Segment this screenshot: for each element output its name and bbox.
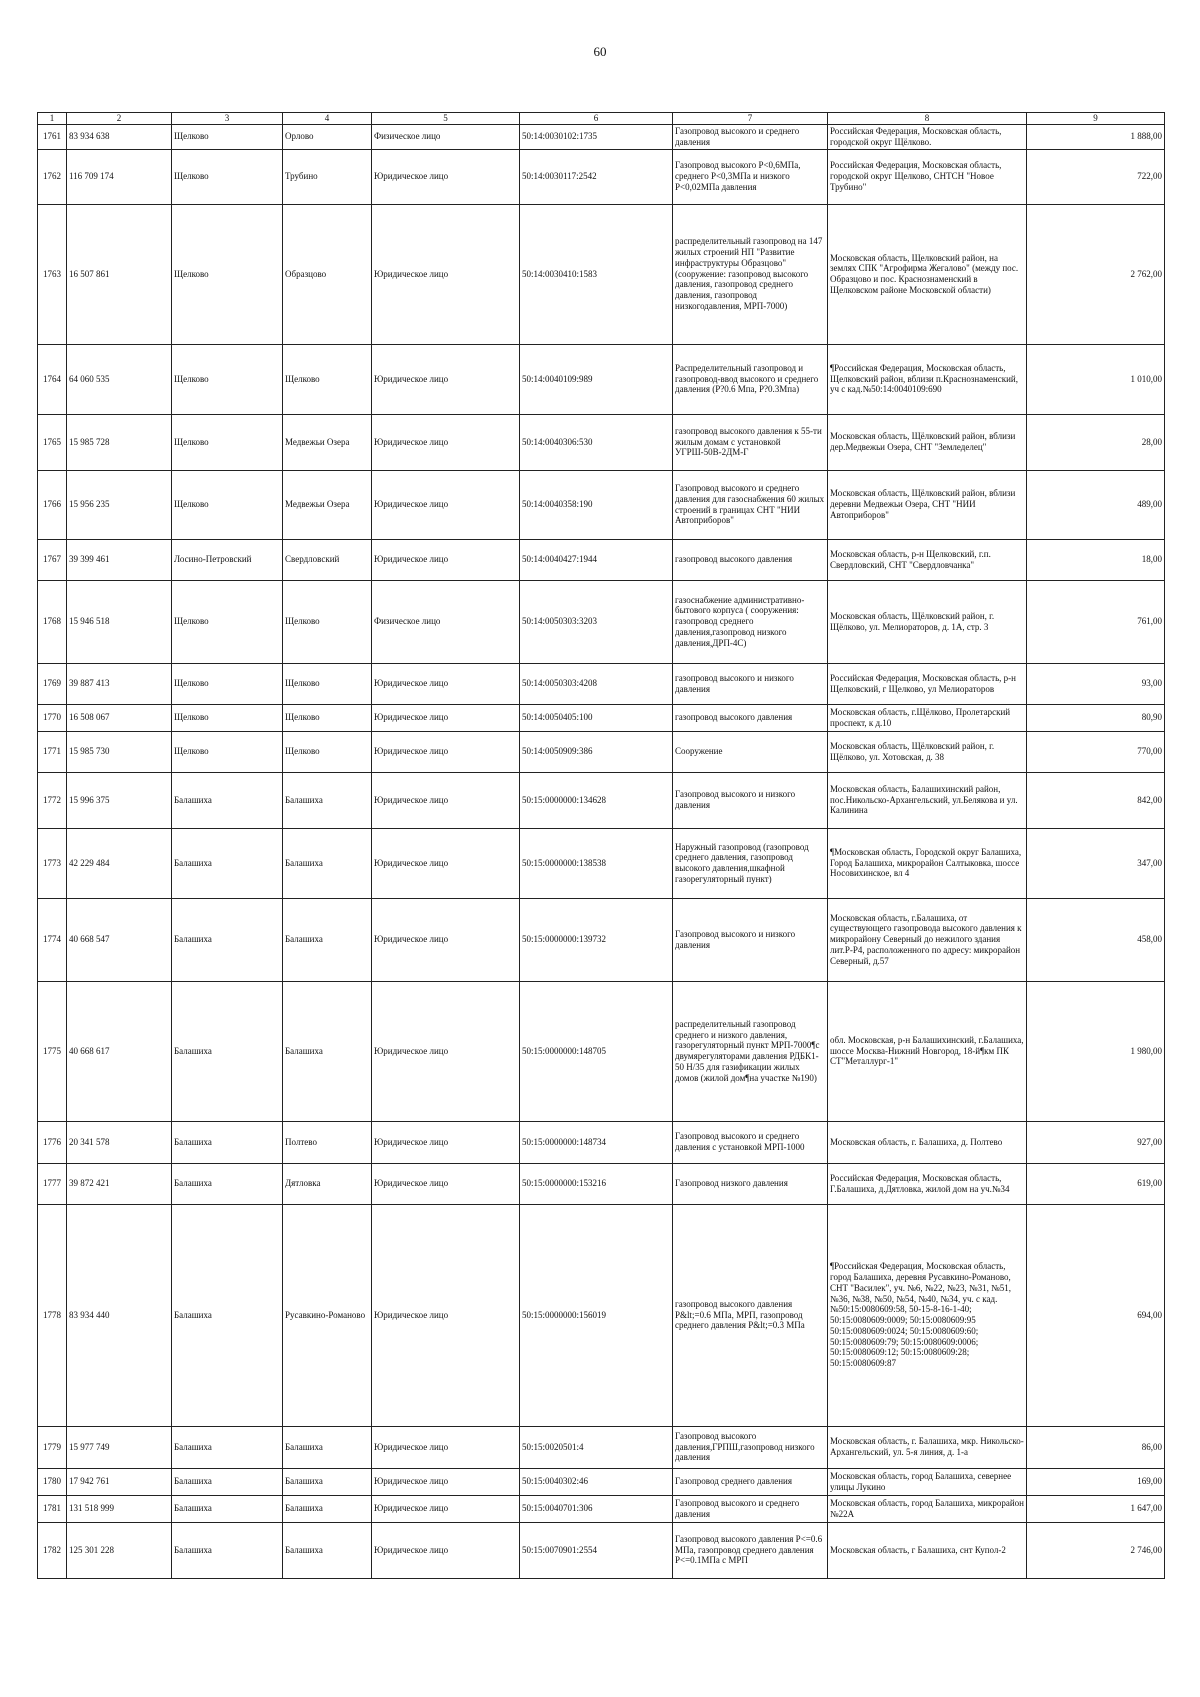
- cell-area: 1 010,00: [1027, 344, 1165, 414]
- cell-id: 15 946 518: [67, 580, 172, 663]
- cell-cadastral: 50:15:0040701:306: [520, 1495, 673, 1522]
- cell-cadastral: 50:14:0050303:4208: [520, 663, 673, 704]
- cell-owner: Юридическое лицо: [372, 1163, 520, 1204]
- row-number: 1781: [38, 1495, 67, 1522]
- cell-address: ¶Российская Федерация, Московская область, город Балашиха, деревня Русавкино-Романово, СНТ "Василек", уч. №6, №22, №23, №31, №51, №36, №38, №50, №54, №40, №34, уч. с кад. №50:15:0080609:58, 50-15-8-16-1-40; 50:15:0080609:0009; 50:15:0080609:95 50:15:0080609:0024; 50:15:0080609:60; 50:15:0080609:79; 50:15:0080609:0006; 50:15:0080609:12; 50:15:0080609:28; 50:15:0080609:87: [828, 1204, 1027, 1426]
- cell-area: 80,90: [1027, 704, 1165, 731]
- row-number: 1779: [38, 1426, 67, 1468]
- cell-id: 83 934 638: [67, 125, 172, 150]
- table-row: [38, 731, 1165, 772]
- row-number: 1776: [38, 1121, 67, 1163]
- cell-area: 2 746,00: [1027, 1522, 1165, 1578]
- cell-id: 17 942 761: [67, 1468, 172, 1495]
- cell-object: Газопровод высокого давления Р<=0.6 МПа, газопровод среднего давления Р<=0.1МПа с МРП: [673, 1522, 828, 1578]
- row-number: 1778: [38, 1204, 67, 1426]
- cell-cadastral: 50:15:0000000:153216: [520, 1163, 673, 1204]
- cell-area: 2 762,00: [1027, 204, 1165, 344]
- cell-owner: Юридическое лицо: [372, 204, 520, 344]
- cell-cadastral: 50:14:0040358:190: [520, 470, 673, 539]
- cell-locality: Образцово: [283, 204, 372, 344]
- cell-locality: Трубино: [283, 149, 372, 204]
- cell-address: Московская область, г. Балашиха, д. Полтево: [828, 1121, 1027, 1163]
- row-number: 1766: [38, 470, 67, 539]
- cell-address: Московская область, Балашихинский район, пос.Никольско-Архангельский, ул.Белякова и ул. Калинина: [828, 772, 1027, 828]
- cell-object: Газопровод низкого давления: [673, 1163, 828, 1204]
- table-row: [38, 1426, 1165, 1468]
- column-header: 7: [673, 113, 828, 125]
- table-row: [38, 539, 1165, 580]
- cell-address: Московская область, р-н Щелковский, г.п. Свердловский, СНТ "Свердловчанка": [828, 539, 1027, 580]
- cell-object: Газопровод высокого и низкого давления: [673, 772, 828, 828]
- cell-locality: Щелково: [283, 731, 372, 772]
- cell-owner: Юридическое лицо: [372, 1426, 520, 1468]
- cell-cadastral: 50:15:0000000:148734: [520, 1121, 673, 1163]
- cell-object: газоснабжение административно-бытового корпуса ( сооружения: газопровод среднего давления,газопровод низкого давления,ДРП-4С): [673, 580, 828, 663]
- cell-district: Балашиха: [172, 898, 283, 981]
- cell-address: Московская область, г Балашиха, снт Купол-2: [828, 1522, 1027, 1578]
- table-row: [38, 344, 1165, 414]
- cell-district: Щелково: [172, 704, 283, 731]
- cell-object: газопровод высокого давления P&lt;=0.6 МПа, МРП, газопровод среднего давления P&lt;=0.3 МПа: [673, 1204, 828, 1426]
- cell-id: 20 341 578: [67, 1121, 172, 1163]
- cell-district: Щелково: [172, 344, 283, 414]
- cell-district: Щелково: [172, 149, 283, 204]
- cell-cadastral: 50:15:0000000:138538: [520, 828, 673, 898]
- column-header: 3: [172, 113, 283, 125]
- cell-owner: Юридическое лицо: [372, 414, 520, 470]
- cell-locality: Русавкино-Романово: [283, 1204, 372, 1426]
- column-header: 5: [372, 113, 520, 125]
- cell-id: 40 668 547: [67, 898, 172, 981]
- cell-owner: Юридическое лицо: [372, 1121, 520, 1163]
- cell-owner: Юридическое лицо: [372, 704, 520, 731]
- cell-cadastral: 50:14:0050303:3203: [520, 580, 673, 663]
- cell-object: Газопровод высокого и среднего давления: [673, 125, 828, 150]
- cell-locality: Щелково: [283, 580, 372, 663]
- row-number: 1772: [38, 772, 67, 828]
- cell-object: Газопровод высокого и среднего давления с установкой МРП-1000: [673, 1121, 828, 1163]
- cell-cadastral: 50:14:0030102:1735: [520, 125, 673, 150]
- row-number: 1764: [38, 344, 67, 414]
- cell-district: Щелково: [172, 204, 283, 344]
- cell-address: Московская область, Щелковский район, на землях СПК "Агрофирма Жегалово" (между пос. Образцово и пос. Краснознаменский в Щелковском районе Московской области): [828, 204, 1027, 344]
- table-row: [38, 204, 1165, 344]
- table-row: [38, 1495, 1165, 1522]
- table-row: [38, 470, 1165, 539]
- cell-district: Балашиха: [172, 981, 283, 1121]
- table-row: [38, 898, 1165, 981]
- cell-cadastral: 50:14:0050405:100: [520, 704, 673, 731]
- cell-locality: Балашиха: [283, 772, 372, 828]
- row-number: 1762: [38, 149, 67, 204]
- cell-owner: Юридическое лицо: [372, 772, 520, 828]
- row-number: 1770: [38, 704, 67, 731]
- cell-object: Газопровод высокого Р<0,6МПа, среднего Р<0,3МПа и низкого Р<0,02МПа давления: [673, 149, 828, 204]
- row-number: 1782: [38, 1522, 67, 1578]
- cell-area: 842,00: [1027, 772, 1165, 828]
- cell-id: 131 518 999: [67, 1495, 172, 1522]
- cell-cadastral: 50:14:0040109:989: [520, 344, 673, 414]
- cell-area: 458,00: [1027, 898, 1165, 981]
- cell-locality: Балашиха: [283, 828, 372, 898]
- cell-area: 694,00: [1027, 1204, 1165, 1426]
- registry-table: [37, 112, 1165, 1579]
- cell-owner: Юридическое лицо: [372, 470, 520, 539]
- cell-locality: Щелково: [283, 704, 372, 731]
- cell-district: Балашиха: [172, 1204, 283, 1426]
- column-header: 9: [1027, 113, 1165, 125]
- table-row: [38, 1163, 1165, 1204]
- cell-area: 169,00: [1027, 1468, 1165, 1495]
- cell-id: 15 956 235: [67, 470, 172, 539]
- cell-object: Газопровод высокого и среднего давления для газоснабжения 60 жилых строений в границах СНТ "НИИ Автоприборов": [673, 470, 828, 539]
- cell-district: Балашиха: [172, 828, 283, 898]
- cell-address: Российская Федерация, Московская область, городской округ Щелково, СНТСН "Новое Трубино": [828, 149, 1027, 204]
- cell-locality: Медвежьи Озера: [283, 414, 372, 470]
- table-row: [38, 663, 1165, 704]
- cell-area: 489,00: [1027, 470, 1165, 539]
- cell-area: 761,00: [1027, 580, 1165, 663]
- cell-locality: Балашиха: [283, 1522, 372, 1578]
- cell-id: 15 985 730: [67, 731, 172, 772]
- cell-locality: Медвежьи Озера: [283, 470, 372, 539]
- cell-area: 1 980,00: [1027, 981, 1165, 1121]
- cell-owner: Юридическое лицо: [372, 149, 520, 204]
- cell-object: Распределительный газопровод и газопровод-ввод высокого и среднего давления (Р?0.6 Мпа, Р?0.3Мпа): [673, 344, 828, 414]
- cell-locality: Полтево: [283, 1121, 372, 1163]
- cell-district: Балашиха: [172, 1426, 283, 1468]
- cell-address: Московская область, Щёлковский район, г. Щёлково, ул. Мелиораторов, д. 1А, стр. 3: [828, 580, 1027, 663]
- table-row: [38, 704, 1165, 731]
- cell-address: ¶Российская Федерация, Московская область, Щелковский район, вблизи п.Краснознаменский, уч с кад.№50:14:0040109:690: [828, 344, 1027, 414]
- row-number: 1773: [38, 828, 67, 898]
- row-number: 1763: [38, 204, 67, 344]
- cell-object: Газопровод высокого и среднего давления: [673, 1495, 828, 1522]
- cell-locality: Орлово: [283, 125, 372, 150]
- cell-id: 15 996 375: [67, 772, 172, 828]
- cell-locality: Балашиха: [283, 1426, 372, 1468]
- cell-owner: Юридическое лицо: [372, 1522, 520, 1578]
- cell-cadastral: 50:15:0040302:46: [520, 1468, 673, 1495]
- cell-address: Московская область, город Балашиха, севернее улицы Лукино: [828, 1468, 1027, 1495]
- cell-id: 116 709 174: [67, 149, 172, 204]
- cell-owner: Юридическое лицо: [372, 981, 520, 1121]
- cell-locality: Дятловка: [283, 1163, 372, 1204]
- cell-area: 722,00: [1027, 149, 1165, 204]
- cell-address: Российская Федерация, Московская область, Г.Балашиха, д.Дятловка, жилой дом на уч.№34: [828, 1163, 1027, 1204]
- cell-cadastral: 50:15:0000000:148705: [520, 981, 673, 1121]
- cell-object: Газопровод высокого давления,ГРПШ,газопровод низкого давления: [673, 1426, 828, 1468]
- cell-area: 1 647,00: [1027, 1495, 1165, 1522]
- cell-owner: Юридическое лицо: [372, 898, 520, 981]
- cell-object: Сооружение: [673, 731, 828, 772]
- table-row: [38, 1522, 1165, 1578]
- cell-object: Газопровод среднего давления: [673, 1468, 828, 1495]
- cell-area: 1 888,00: [1027, 125, 1165, 150]
- cell-address: ¶Московская область, Городской округ Балашиха, Город Балашиха, микрорайон Салтыковка, шоссе Носовихинское, вл 4: [828, 828, 1027, 898]
- cell-area: 18,00: [1027, 539, 1165, 580]
- cell-district: Балашиха: [172, 1121, 283, 1163]
- cell-object: распределительный газопровод на 147 жилых строений НП "Развитие инфраструктуры Образцово"(сооружение: газопровод высокого давления, газопровод среднего давления, газопровод низкогодавления, МРП-7000): [673, 204, 828, 344]
- cell-address: Московская область, г.Балашиха, от существующего газопровода высокого давления к микрорайону Северный до нежилого здания лит.Р-Р4, расположенного по адресу: микрорайон Северный, д.57: [828, 898, 1027, 981]
- column-header: 1: [38, 113, 67, 125]
- cell-area: 619,00: [1027, 1163, 1165, 1204]
- cell-object: распределительный газопровод среднего и низкого давления, газорегуляторный пункт МРП-7000¶с двумярегуляторами давления РДБК1-50 Н/35 для газификации жилых домов (жилой дом¶на участке №190): [673, 981, 828, 1121]
- column-header: 6: [520, 113, 673, 125]
- cell-object: газопровод высокого давления: [673, 539, 828, 580]
- cell-owner: Юридическое лицо: [372, 1468, 520, 1495]
- row-number: 1774: [38, 898, 67, 981]
- cell-area: 770,00: [1027, 731, 1165, 772]
- cell-area: 927,00: [1027, 1121, 1165, 1163]
- cell-owner: Юридическое лицо: [372, 731, 520, 772]
- cell-object: Газопровод высокого и низкого давления: [673, 898, 828, 981]
- table-row: [38, 125, 1165, 150]
- cell-id: 83 934 440: [67, 1204, 172, 1426]
- cell-address: Московская область, город Балашиха, микрорайон №22А: [828, 1495, 1027, 1522]
- row-number: 1765: [38, 414, 67, 470]
- cell-object: Наружный газопровод (газопровод среднего давления, газопровод высокого давления,шкафной газорегуляторный пункт): [673, 828, 828, 898]
- cell-district: Балашиха: [172, 772, 283, 828]
- cell-address: Московская область, г. Балашиха, мкр. Никольско-Архангельский, ул. 5-я линия, д. 1-а: [828, 1426, 1027, 1468]
- table-row: [38, 149, 1165, 204]
- cell-owner: Юридическое лицо: [372, 1495, 520, 1522]
- cell-district: Балашиха: [172, 1495, 283, 1522]
- cell-id: 42 229 484: [67, 828, 172, 898]
- cell-owner: Юридическое лицо: [372, 344, 520, 414]
- cell-area: 86,00: [1027, 1426, 1165, 1468]
- cell-address: Московская область, Щёлковский район, г. Щёлково, ул. Хотовская, д. 38: [828, 731, 1027, 772]
- cell-area: 28,00: [1027, 414, 1165, 470]
- row-number: 1775: [38, 981, 67, 1121]
- cell-district: Щелково: [172, 731, 283, 772]
- cell-locality: Балашиха: [283, 981, 372, 1121]
- table-row: [38, 580, 1165, 663]
- row-number: 1780: [38, 1468, 67, 1495]
- table-row: [38, 414, 1165, 470]
- cell-owner: Юридическое лицо: [372, 663, 520, 704]
- row-number: 1777: [38, 1163, 67, 1204]
- cell-district: Щелково: [172, 663, 283, 704]
- table-row: [38, 772, 1165, 828]
- cell-cadastral: 50:14:0030410:1583: [520, 204, 673, 344]
- cell-locality: Щелково: [283, 344, 372, 414]
- table-row: [38, 981, 1165, 1121]
- cell-id: 40 668 617: [67, 981, 172, 1121]
- row-number: 1767: [38, 539, 67, 580]
- cell-id: 64 060 535: [67, 344, 172, 414]
- cell-object: газопровод высокого давления к 55-ти жилым домам с установкой УГРШ-50В-2ДМ-Г: [673, 414, 828, 470]
- cell-cadastral: 50:15:0020501:4: [520, 1426, 673, 1468]
- cell-district: Щелково: [172, 580, 283, 663]
- cell-district: Щелково: [172, 125, 283, 150]
- cell-locality: Балашиха: [283, 1468, 372, 1495]
- page-number: 60: [593, 44, 607, 59]
- cell-cadastral: 50:15:0000000:156019: [520, 1204, 673, 1426]
- cell-id: 39 887 413: [67, 663, 172, 704]
- cell-cadastral: 50:14:0030117:2542: [520, 149, 673, 204]
- cell-locality: Балашиха: [283, 898, 372, 981]
- table-row: [38, 828, 1165, 898]
- column-header: 4: [283, 113, 372, 125]
- cell-owner: Юридическое лицо: [372, 539, 520, 580]
- cell-id: 16 507 861: [67, 204, 172, 344]
- row-number: 1771: [38, 731, 67, 772]
- cell-id: 16 508 067: [67, 704, 172, 731]
- cell-id: 15 985 728: [67, 414, 172, 470]
- cell-district: Щелково: [172, 414, 283, 470]
- cell-owner: Физическое лицо: [372, 125, 520, 150]
- cell-district: Щелково: [172, 470, 283, 539]
- cell-district: Балашиха: [172, 1468, 283, 1495]
- column-header: 8: [828, 113, 1027, 125]
- cell-cadastral: 50:14:0040427:1944: [520, 539, 673, 580]
- cell-address: Российская Федерация, Московская область, р-н Щелковский, г Щелково, ул Мелиораторов: [828, 663, 1027, 704]
- cell-address: обл. Московская, р-н Балашихинский, г.Балашиха, шоссе Москва-Нижний Новгород, 18-й¶км ПК СТ"Металлург-1": [828, 981, 1027, 1121]
- cell-district: Балашиха: [172, 1522, 283, 1578]
- cell-object: газопровод высокого и низкого давления: [673, 663, 828, 704]
- cell-cadastral: 50:14:0040306:530: [520, 414, 673, 470]
- cell-area: 93,00: [1027, 663, 1165, 704]
- column-number-row: [38, 113, 1165, 125]
- cell-address: Московская область, Щёлковский район, вблизи дер.Медвежьи Озера, СНТ "Земледелец": [828, 414, 1027, 470]
- row-number: 1761: [38, 125, 67, 150]
- cell-locality: Балашиха: [283, 1495, 372, 1522]
- cell-locality: Щелково: [283, 663, 372, 704]
- cell-cadastral: 50:15:0000000:139732: [520, 898, 673, 981]
- cell-district: Лосино-Петровский: [172, 539, 283, 580]
- cell-owner: Юридическое лицо: [372, 1204, 520, 1426]
- cell-district: Балашиха: [172, 1163, 283, 1204]
- cell-owner: Юридическое лицо: [372, 828, 520, 898]
- cell-locality: Свердловский: [283, 539, 372, 580]
- cell-id: 15 977 749: [67, 1426, 172, 1468]
- cell-id: 39 872 421: [67, 1163, 172, 1204]
- cell-address: Московская область, г.Щёлково, Пролетарский проспект, к д.10: [828, 704, 1027, 731]
- cell-id: 39 399 461: [67, 539, 172, 580]
- cell-owner: Физическое лицо: [372, 580, 520, 663]
- table-row: [38, 1121, 1165, 1163]
- table-row: [38, 1468, 1165, 1495]
- cell-area: 347,00: [1027, 828, 1165, 898]
- cell-id: 125 301 228: [67, 1522, 172, 1578]
- cell-address: Московская область, Щёлковский район, вблизи деревни Медвежьи Озера, СНТ "НИИ Автоприборов": [828, 470, 1027, 539]
- cell-address: Российская Федерация, Московская область, городской округ Щёлково.: [828, 125, 1027, 150]
- cell-cadastral: 50:15:0000000:134628: [520, 772, 673, 828]
- table-row: [38, 1204, 1165, 1426]
- row-number: 1768: [38, 580, 67, 663]
- column-header: 2: [67, 113, 172, 125]
- row-number: 1769: [38, 663, 67, 704]
- cell-cadastral: 50:15:0070901:2554: [520, 1522, 673, 1578]
- cell-object: газопровод высокого давления: [673, 704, 828, 731]
- cell-cadastral: 50:14:0050909:386: [520, 731, 673, 772]
